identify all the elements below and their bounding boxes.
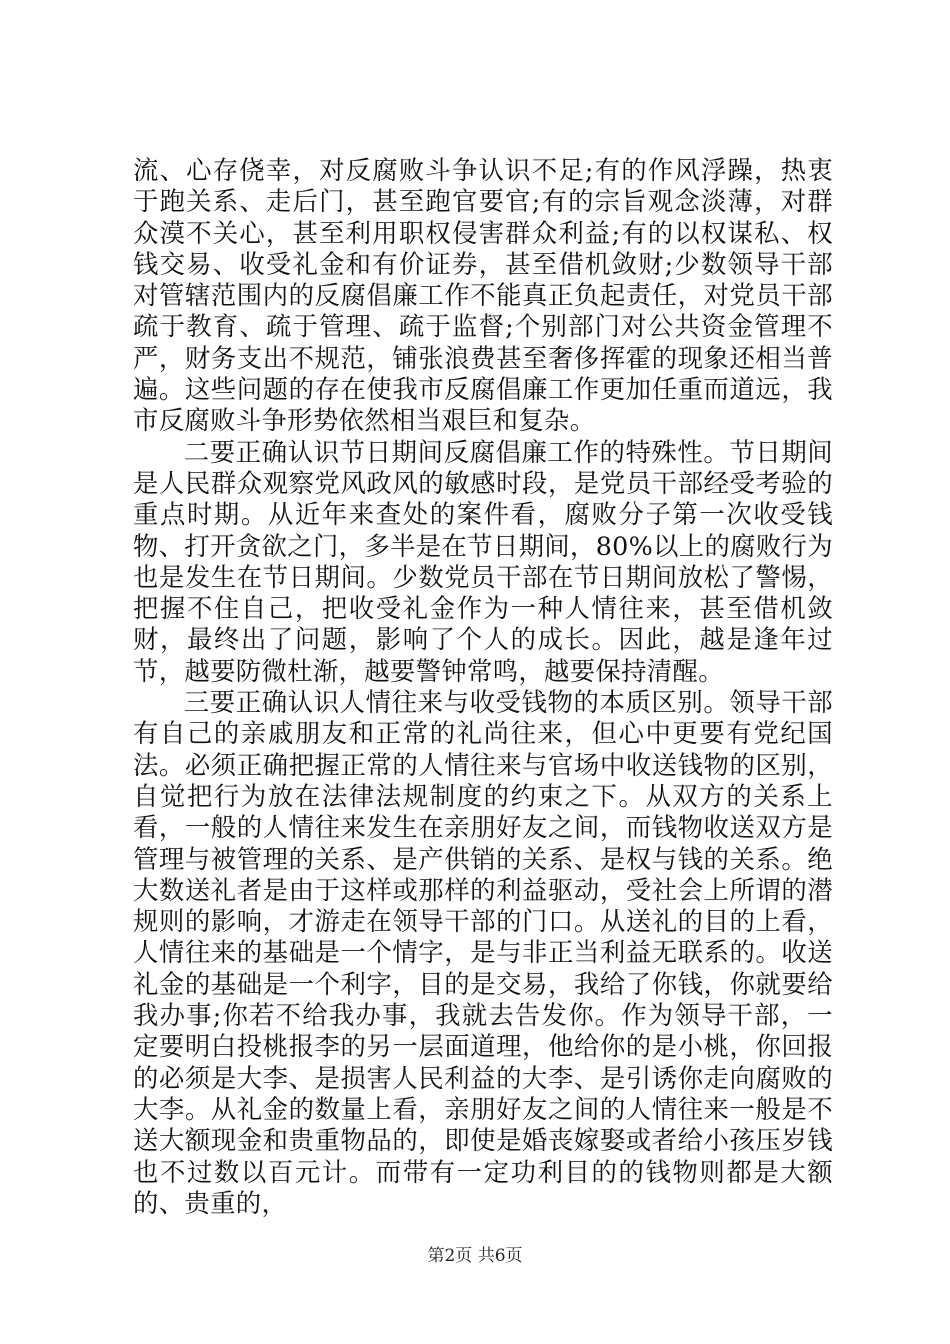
paragraph-1: 流、心存侥幸，对反腐败斗争认识不足;有的作风浮躁，热衷于跑关系、走后门，甚至跑官要官;有的宗旨观念淡薄，对群众漠不关心，甚至利用职权侵害群众利益;有的以权谋私、权钱交易、收受礼金和有价证券，甚至借机敛财;少数领导干部对管辖范围内的反腐倡廉工作不能真正负起责任，对党员干部疏于教育、疏于管理、疏于监督;个别部门对公共资金管理不严，财务支出不规范，铺张浪费甚至奢侈挥霍的现象还相当普遍。这些问题的存在使我市反腐倡廉工作更加任重而道远，我市反腐败斗争形势依然相当艰巨和复杂。 — [133, 155, 833, 436]
body-text — [133, 155, 833, 1219]
page-footer: 第2页 共6页 — [427, 1246, 523, 1266]
paragraph-3: 三要正确认识人情往来与收受钱物的本质区别。领导干部有自己的亲戚朋友和正常的礼尚往来，但心中更要有党纪国法。必须正确把握正常的人情往来与官场中收送钱物的区别，自觉把行为放在法律法规制度的约束之下。从双方的关系上看，一般的人情往来发生在亲朋好友之间，而钱物收送双方是管理与被管理的关系、是产供销的关系、是权与钱的关系。绝大数送礼者是由于这样或那样的利益驱动，受社会上所谓的潜规则的影响，才游走在领导干部的门口。从送礼的目的上看，人情往来的基础是一个情字，是与非正当利益无联系的。收送礼金的基础是一个利字，目的是交易，我给了你钱，你就要给我办事;你若不给我办事，我就去告发你。作为领导干部，一定要明白投桃报李的另一层面道理，他给你的是小桃，你回报的必须是大李、是损害人民利益的大李、是引诱你走向腐败的大李。从礼金的数量上看，亲朋好友之间的人情往来一般是不送大额现金和贵重物品的，即使是婚丧嫁娶或者给小孩压岁钱也不过数以百元计。而带有一定功利目的的钱物则都是大额的、贵重的， — [133, 687, 833, 1218]
paragraph-2: 二要正确认识节日期间反腐倡廉工作的特殊性。节日期间是人民群众观察党风政风的敏感时段，是党员干部经受考验的重点时期。从近年来查处的案件看，腐败分子第一次收受钱物、打开贪欲之门，多半是在节日期间，80%以上的腐败行为也是发生在节日期间。少数党员干部在节日期间放松了警惕，把握不住自己，把收受礼金作为一种人情往来，甚至借机敛财，最终出了问题，影响了个人的成长。因此，越是逢年过节，越要防微杜渐，越要警钟常鸣，越要保持清醒。 — [133, 436, 833, 686]
